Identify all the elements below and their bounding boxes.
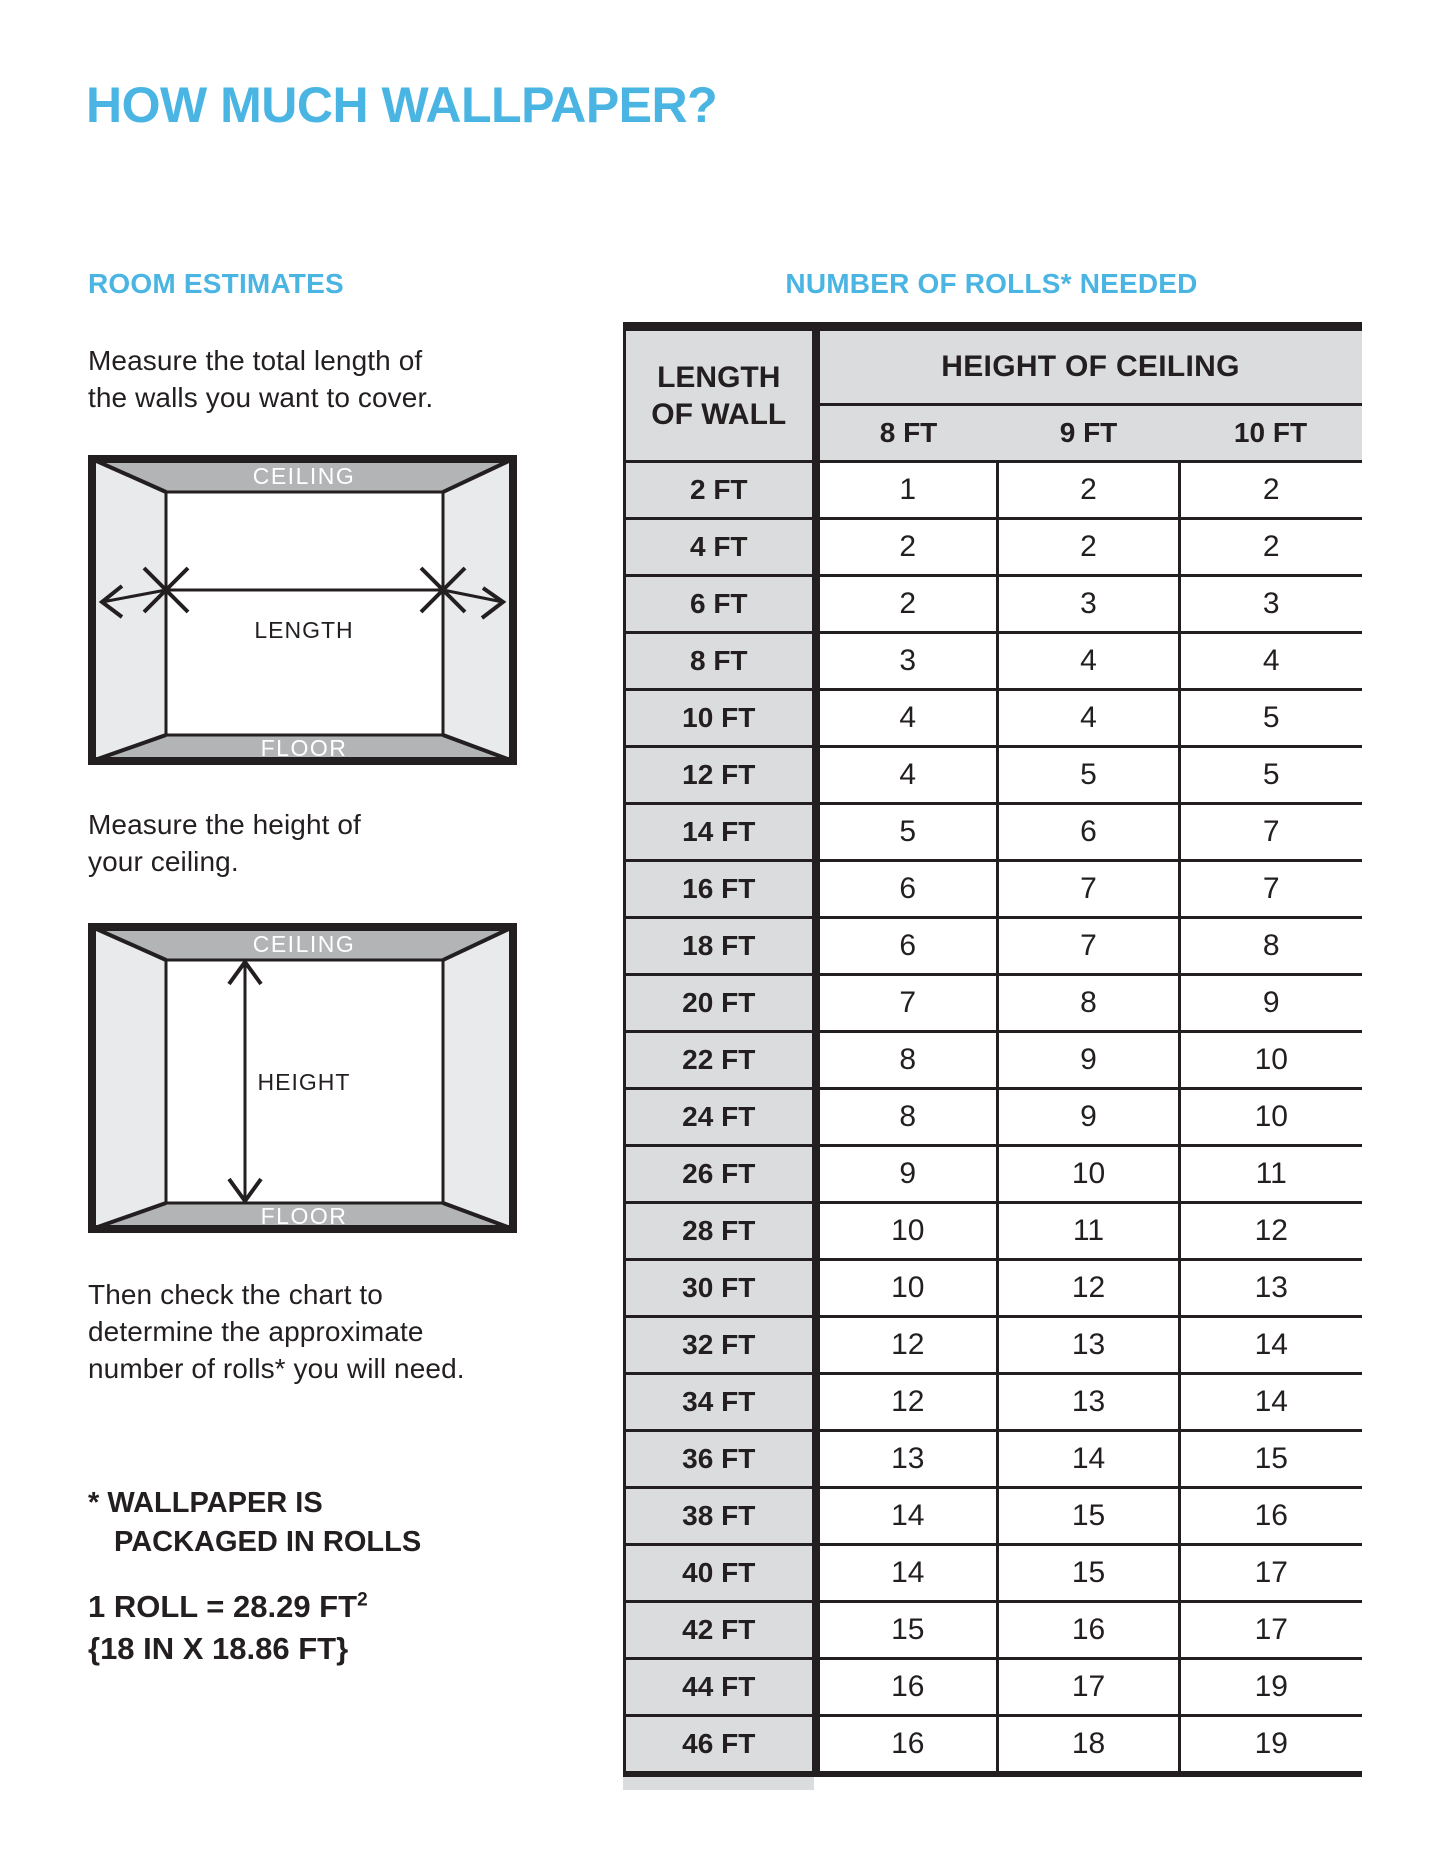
rolls-value: 7 (998, 861, 1180, 918)
left-wall-panel (92, 927, 166, 1229)
floor-label: FLOOR (260, 1203, 348, 1229)
rolls-value: 6 (998, 804, 1180, 861)
rolls-value: 15 (1180, 1431, 1362, 1488)
row-length-label: 24 FT (625, 1089, 816, 1146)
right-wall-panel (443, 459, 513, 761)
col-header-10ft: 10 FT (1180, 405, 1362, 462)
row-header-length-of-wall (625, 327, 816, 462)
rolls-value: 5 (816, 804, 998, 861)
table-row (625, 1260, 1362, 1317)
table-row (625, 1203, 1362, 1260)
rolls-value: 15 (998, 1545, 1180, 1602)
room-estimates-heading: ROOM ESTIMATES (88, 268, 344, 299)
rolls-value: 9 (998, 1032, 1180, 1089)
rolls-value: 8 (816, 1032, 998, 1089)
table-row (625, 519, 1362, 576)
rolls-value: 12 (998, 1260, 1180, 1317)
rolls-value: 14 (816, 1545, 998, 1602)
table-header-row-1 (625, 327, 1362, 405)
table-row (625, 1659, 1362, 1716)
rolls-value: 5 (1180, 747, 1362, 804)
rolls-value: 16 (816, 1716, 998, 1775)
row-length-label: 12 FT (625, 747, 816, 804)
rolls-value: 11 (998, 1203, 1180, 1260)
left-wall-panel (92, 459, 166, 761)
rolls-value: 3 (998, 576, 1180, 633)
table-row (625, 1146, 1362, 1203)
row-length-label: 40 FT (625, 1545, 816, 1602)
rolls-value: 3 (1180, 576, 1362, 633)
back-wall (166, 492, 443, 735)
rolls-value: 5 (1180, 690, 1362, 747)
rolls-value: 9 (816, 1146, 998, 1203)
row-length-label: 16 FT (625, 861, 816, 918)
rolls-value: 15 (816, 1602, 998, 1659)
rolls-value: 13 (816, 1431, 998, 1488)
table-row (625, 1545, 1362, 1602)
ceiling-label: CEILING (252, 463, 356, 489)
instruction-step1-line2: the walls you want to cover. (88, 382, 434, 413)
rolls-value: 8 (998, 975, 1180, 1032)
rolls-value: 2 (998, 519, 1180, 576)
rolls-value: 14 (998, 1431, 1180, 1488)
rolls-value: 4 (816, 747, 998, 804)
height-label: HEIGHT (257, 1069, 351, 1095)
rolls-value: 12 (816, 1374, 998, 1431)
row-length-label: 42 FT (625, 1602, 816, 1659)
rolls-value: 15 (998, 1488, 1180, 1545)
rolls-value: 19 (1180, 1659, 1362, 1716)
table-body (625, 462, 1362, 1775)
roll-equation (88, 1586, 368, 1628)
rolls-value: 13 (998, 1317, 1180, 1374)
table-row (625, 1032, 1362, 1089)
row-length-label: 6 FT (625, 576, 816, 633)
instruction-step2-line2: your ceiling. (88, 846, 239, 877)
rolls-value: 12 (1180, 1203, 1362, 1260)
row-length-label: 38 FT (625, 1488, 816, 1545)
rolls-footnote-line1: * WALLPAPER IS (88, 1487, 323, 1519)
table-row (625, 1374, 1362, 1431)
rolls-value: 17 (998, 1659, 1180, 1716)
instruction-step1 (88, 342, 433, 416)
rolls-value: 8 (1180, 918, 1362, 975)
row-length-label: 18 FT (625, 918, 816, 975)
row-length-label: 20 FT (625, 975, 816, 1032)
row-header-line2: OF WALL (651, 397, 787, 431)
row-length-label: 26 FT (625, 1146, 816, 1203)
rolls-needed-table (623, 322, 1362, 1777)
table-row (625, 1431, 1362, 1488)
rolls-footnote-line2: PACKAGED IN ROLLS (114, 1526, 422, 1558)
row-length-label: 34 FT (625, 1374, 816, 1431)
rolls-value: 2 (816, 519, 998, 576)
table-row (625, 804, 1362, 861)
row-length-label: 30 FT (625, 1260, 816, 1317)
instruction-step2-line1: Measure the height of (88, 809, 361, 840)
row-length-label: 32 FT (625, 1317, 816, 1374)
rolls-value: 13 (1180, 1260, 1362, 1317)
row-length-label: 46 FT (625, 1716, 816, 1775)
row-length-label: 44 FT (625, 1659, 816, 1716)
row-header-line1: LENGTH (657, 360, 781, 394)
roll-equation-main: 1 ROLL = 28.29 FT (88, 1589, 358, 1624)
row-length-label: 28 FT (625, 1203, 816, 1260)
page-title: HOW MUCH WALLPAPER? (86, 77, 718, 133)
length-label: LENGTH (254, 617, 354, 643)
instruction-step3-line3: number of rolls* you will need. (88, 1353, 465, 1384)
rolls-value: 2 (1180, 519, 1362, 576)
table-row (625, 1089, 1362, 1146)
rolls-value: 10 (1180, 1089, 1362, 1146)
rolls-value: 2 (998, 462, 1180, 519)
table-row (625, 690, 1362, 747)
roll-spec (88, 1586, 368, 1670)
instruction-step3-line2: determine the approximate (88, 1316, 424, 1347)
row-length-label: 14 FT (625, 804, 816, 861)
instruction-step1-line1: Measure the total length of (88, 345, 423, 376)
rolls-value: 7 (816, 975, 998, 1032)
rolls-value: 13 (998, 1374, 1180, 1431)
right-wall-panel (443, 927, 513, 1229)
room-length-diagram (88, 455, 517, 765)
table-row (625, 975, 1362, 1032)
rolls-footnote (88, 1484, 421, 1562)
row-length-label: 10 FT (625, 690, 816, 747)
rolls-value: 10 (816, 1203, 998, 1260)
rolls-value: 4 (816, 690, 998, 747)
rolls-value: 8 (816, 1089, 998, 1146)
col-header-8ft: 8 FT (816, 405, 998, 462)
rolls-value: 12 (816, 1317, 998, 1374)
rolls-value: 6 (816, 861, 998, 918)
rolls-value: 17 (1180, 1602, 1362, 1659)
rolls-value: 9 (1180, 975, 1362, 1032)
rolls-value: 4 (1180, 633, 1362, 690)
table-row (625, 747, 1362, 804)
ceiling-label: CEILING (252, 931, 356, 957)
rolls-value: 2 (1180, 462, 1362, 519)
floor-label: FLOOR (260, 735, 348, 761)
rolls-value: 4 (998, 633, 1180, 690)
rolls-value: 10 (998, 1146, 1180, 1203)
roll-dimensions: {18 IN X 18.86 FT} (88, 1631, 349, 1666)
table-row (625, 918, 1362, 975)
table-row (625, 1716, 1362, 1775)
rolls-value: 9 (998, 1089, 1180, 1146)
rolls-value: 7 (1180, 804, 1362, 861)
row-length-label: 2 FT (625, 462, 816, 519)
table-row (625, 462, 1362, 519)
row-length-label: 36 FT (625, 1431, 816, 1488)
rolls-value: 14 (1180, 1374, 1362, 1431)
rolls-value: 10 (1180, 1032, 1362, 1089)
rolls-value: 10 (816, 1260, 998, 1317)
rolls-value: 7 (998, 918, 1180, 975)
row-length-label: 22 FT (625, 1032, 816, 1089)
instruction-step3 (88, 1276, 465, 1387)
rolls-value: 18 (998, 1716, 1180, 1775)
rolls-value: 16 (998, 1602, 1180, 1659)
instruction-step3-line1: Then check the chart to (88, 1279, 383, 1310)
room-height-diagram (88, 923, 517, 1233)
table-row (625, 1317, 1362, 1374)
rolls-value: 3 (816, 633, 998, 690)
rolls-value: 17 (1180, 1545, 1362, 1602)
table-row (625, 861, 1362, 918)
instruction-step2 (88, 806, 361, 880)
rolls-value: 2 (816, 576, 998, 633)
rolls-value: 4 (998, 690, 1180, 747)
col-header-9ft: 9 FT (998, 405, 1180, 462)
table-row (625, 576, 1362, 633)
rolls-value: 11 (1180, 1146, 1362, 1203)
roll-equation-sup: 2 (357, 1589, 368, 1611)
rolls-value: 5 (998, 747, 1180, 804)
rolls-value: 16 (1180, 1488, 1362, 1545)
row-length-label: 4 FT (625, 519, 816, 576)
table-row (625, 633, 1362, 690)
rolls-value: 6 (816, 918, 998, 975)
table-row (625, 1488, 1362, 1545)
rolls-value: 19 (1180, 1716, 1362, 1775)
rolls-value: 1 (816, 462, 998, 519)
table-row (625, 1602, 1362, 1659)
rolls-value: 14 (1180, 1317, 1362, 1374)
row-length-label: 8 FT (625, 633, 816, 690)
rolls-value: 7 (1180, 861, 1362, 918)
rolls-value: 16 (816, 1659, 998, 1716)
rolls-needed-heading: NUMBER OF ROLLS* NEEDED (785, 268, 1198, 299)
col-header-height-of-ceiling: HEIGHT OF CEILING (816, 327, 1362, 405)
rolls-value: 14 (816, 1488, 998, 1545)
